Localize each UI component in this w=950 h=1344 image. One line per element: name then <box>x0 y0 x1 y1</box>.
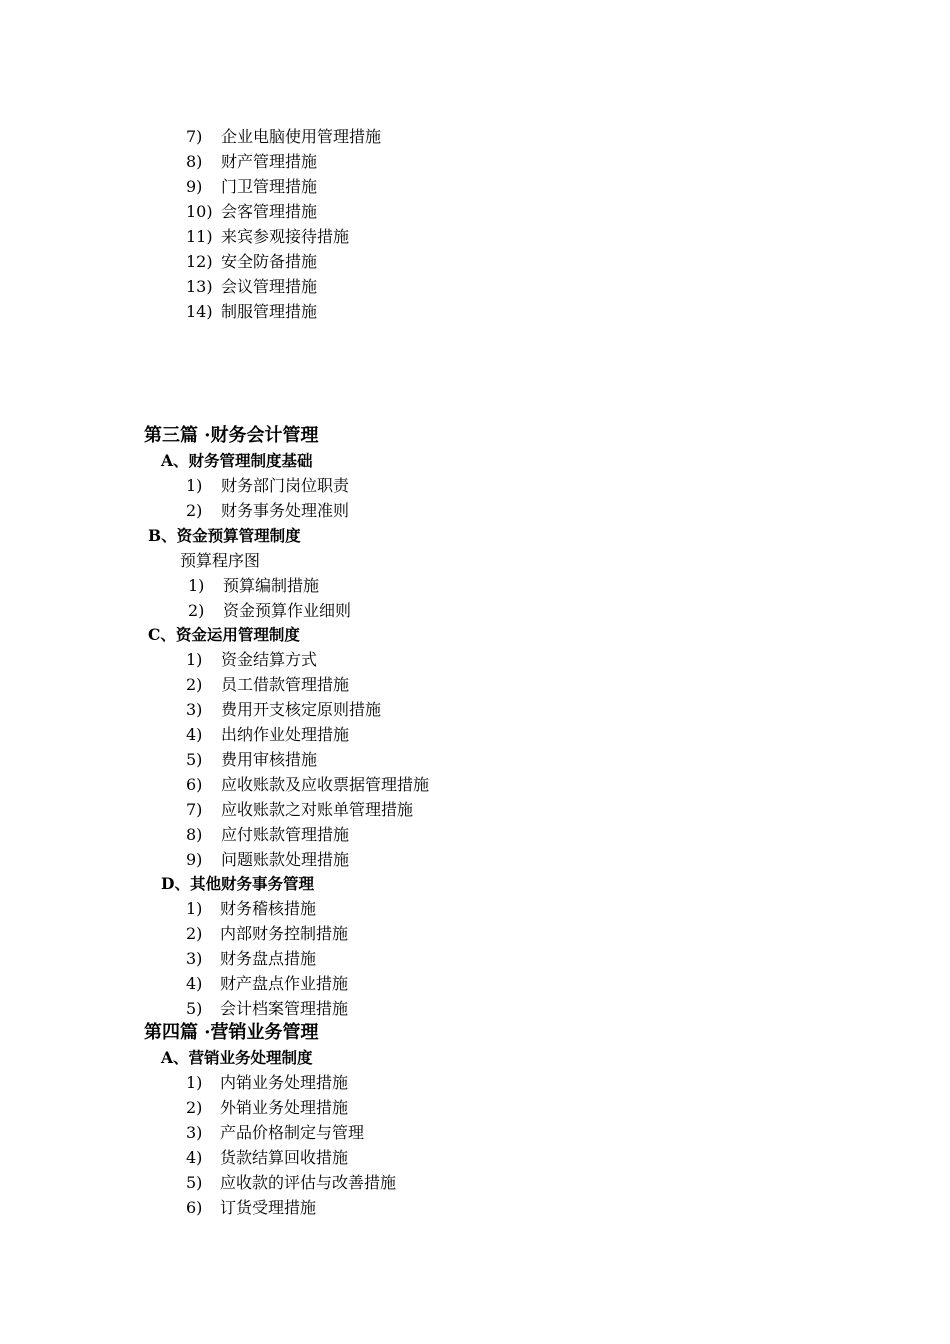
item-number: 11) <box>186 227 213 246</box>
item-text: 应付账款管理措施 <box>221 825 350 844</box>
item-number: 1) <box>186 899 203 918</box>
list-item <box>186 1195 606 1220</box>
item-number: 2) <box>186 501 203 520</box>
list-item <box>186 1070 606 1095</box>
item-number: 14) <box>186 302 213 321</box>
list-item <box>186 996 606 1021</box>
list-item <box>186 971 606 996</box>
list-item <box>186 747 606 772</box>
item-text: 财务事务处理准则 <box>221 501 350 520</box>
item-number: 5) <box>186 1173 203 1192</box>
item-text: 安全防备措施 <box>221 252 318 271</box>
list-item <box>186 1095 606 1120</box>
item-text: 会计档案管理措施 <box>220 999 349 1018</box>
item-text: 财务稽核措施 <box>220 899 317 918</box>
list-item <box>186 647 606 672</box>
section-heading: B、资金预算管理制度 <box>148 526 301 545</box>
item-number: 10) <box>186 202 213 221</box>
item-text: 来宾参观接待措施 <box>221 227 350 246</box>
item-number: 8) <box>186 825 203 844</box>
item-text: 费用开支核定原则措施 <box>221 700 382 719</box>
item-text: 货款结算回收措施 <box>220 1148 349 1167</box>
item-text: 资金结算方式 <box>221 650 318 669</box>
item-number: 2) <box>188 601 205 620</box>
list-item <box>186 124 606 149</box>
item-text: 外销业务处理措施 <box>220 1098 349 1117</box>
item-number: 12) <box>186 252 213 271</box>
item-text: 财务盘点措施 <box>220 949 317 968</box>
item-text: 应收账款之对账单管理措施 <box>221 800 414 819</box>
list-item <box>186 1120 606 1145</box>
item-number: 6) <box>186 1198 203 1217</box>
item-number: 2) <box>186 924 203 943</box>
item-text: 资金预算作业细则 <box>223 601 352 620</box>
section-note: 预算程序图 <box>180 551 261 570</box>
list-item <box>186 697 606 722</box>
item-text: 订货受理措施 <box>220 1198 317 1217</box>
item-number: 6) <box>186 775 203 794</box>
item-number: 8) <box>186 152 203 171</box>
item-text: 财务部门岗位职责 <box>221 476 350 495</box>
list-item <box>186 921 606 946</box>
item-number: 4) <box>186 1148 203 1167</box>
item-number: 2) <box>186 675 203 694</box>
item-text: 内部财务控制措施 <box>220 924 349 943</box>
item-text: 应收款的评估与改善措施 <box>220 1173 397 1192</box>
item-text: 门卫管理措施 <box>221 177 318 196</box>
item-text: 产品价格制定与管理 <box>220 1123 365 1142</box>
item-number: 13) <box>186 277 213 296</box>
item-number: 4) <box>186 725 203 744</box>
list-item <box>186 224 606 249</box>
part-heading: 第三篇 ·财务会计管理 <box>144 425 319 446</box>
list-item <box>186 797 606 822</box>
item-text: 内销业务处理措施 <box>220 1073 349 1092</box>
list-item <box>186 722 606 747</box>
list-item <box>186 299 606 324</box>
item-number: 1) <box>186 476 203 495</box>
item-number: 5) <box>186 750 203 769</box>
section-heading: A、财务管理制度基础 <box>161 451 313 470</box>
list-item <box>186 274 606 299</box>
item-number: 1) <box>186 650 203 669</box>
item-number: 1) <box>186 1073 203 1092</box>
item-number: 7) <box>186 127 203 146</box>
item-number: 7) <box>186 800 203 819</box>
item-text: 财产盘点作业措施 <box>220 974 349 993</box>
item-number: 9) <box>186 177 203 196</box>
item-text: 财产管理措施 <box>221 152 318 171</box>
item-number: 2) <box>186 1098 203 1117</box>
list-item <box>186 1170 606 1195</box>
list-item <box>186 822 606 847</box>
list-item <box>188 573 608 598</box>
list-item <box>186 174 606 199</box>
part-heading: 第四篇 ·营销业务管理 <box>144 1022 319 1043</box>
item-number: 4) <box>186 974 203 993</box>
item-text: 应收账款及应收票据管理措施 <box>221 775 430 794</box>
item-text: 会议管理措施 <box>221 277 318 296</box>
list-item <box>186 249 606 274</box>
item-text: 会客管理措施 <box>221 202 318 221</box>
list-item <box>186 473 606 498</box>
list-item <box>186 149 606 174</box>
list-item <box>186 772 606 797</box>
item-number: 9) <box>186 850 203 869</box>
item-number: 3) <box>186 949 203 968</box>
item-text: 员工借款管理措施 <box>221 675 350 694</box>
section-heading: A、营销业务处理制度 <box>161 1048 313 1067</box>
list-item <box>186 1145 606 1170</box>
item-number: 5) <box>186 999 203 1018</box>
list-item <box>186 847 606 872</box>
list-item <box>186 896 606 921</box>
item-text: 预算编制措施 <box>223 576 320 595</box>
list-item <box>186 946 606 971</box>
item-number: 3) <box>186 700 203 719</box>
item-text: 问题账款处理措施 <box>221 850 350 869</box>
section-heading: C、资金运用管理制度 <box>148 625 300 644</box>
section-heading: D、其他财务事务管理 <box>161 874 314 893</box>
list-item <box>186 498 606 523</box>
item-text: 出纳作业处理措施 <box>221 725 350 744</box>
item-text: 企业电脑使用管理措施 <box>221 127 382 146</box>
list-item <box>186 199 606 224</box>
item-text: 费用审核措施 <box>221 750 318 769</box>
list-item <box>186 672 606 697</box>
item-number: 3) <box>186 1123 203 1142</box>
list-item <box>188 598 608 623</box>
item-text: 制服管理措施 <box>221 302 318 321</box>
item-number: 1) <box>188 576 205 595</box>
